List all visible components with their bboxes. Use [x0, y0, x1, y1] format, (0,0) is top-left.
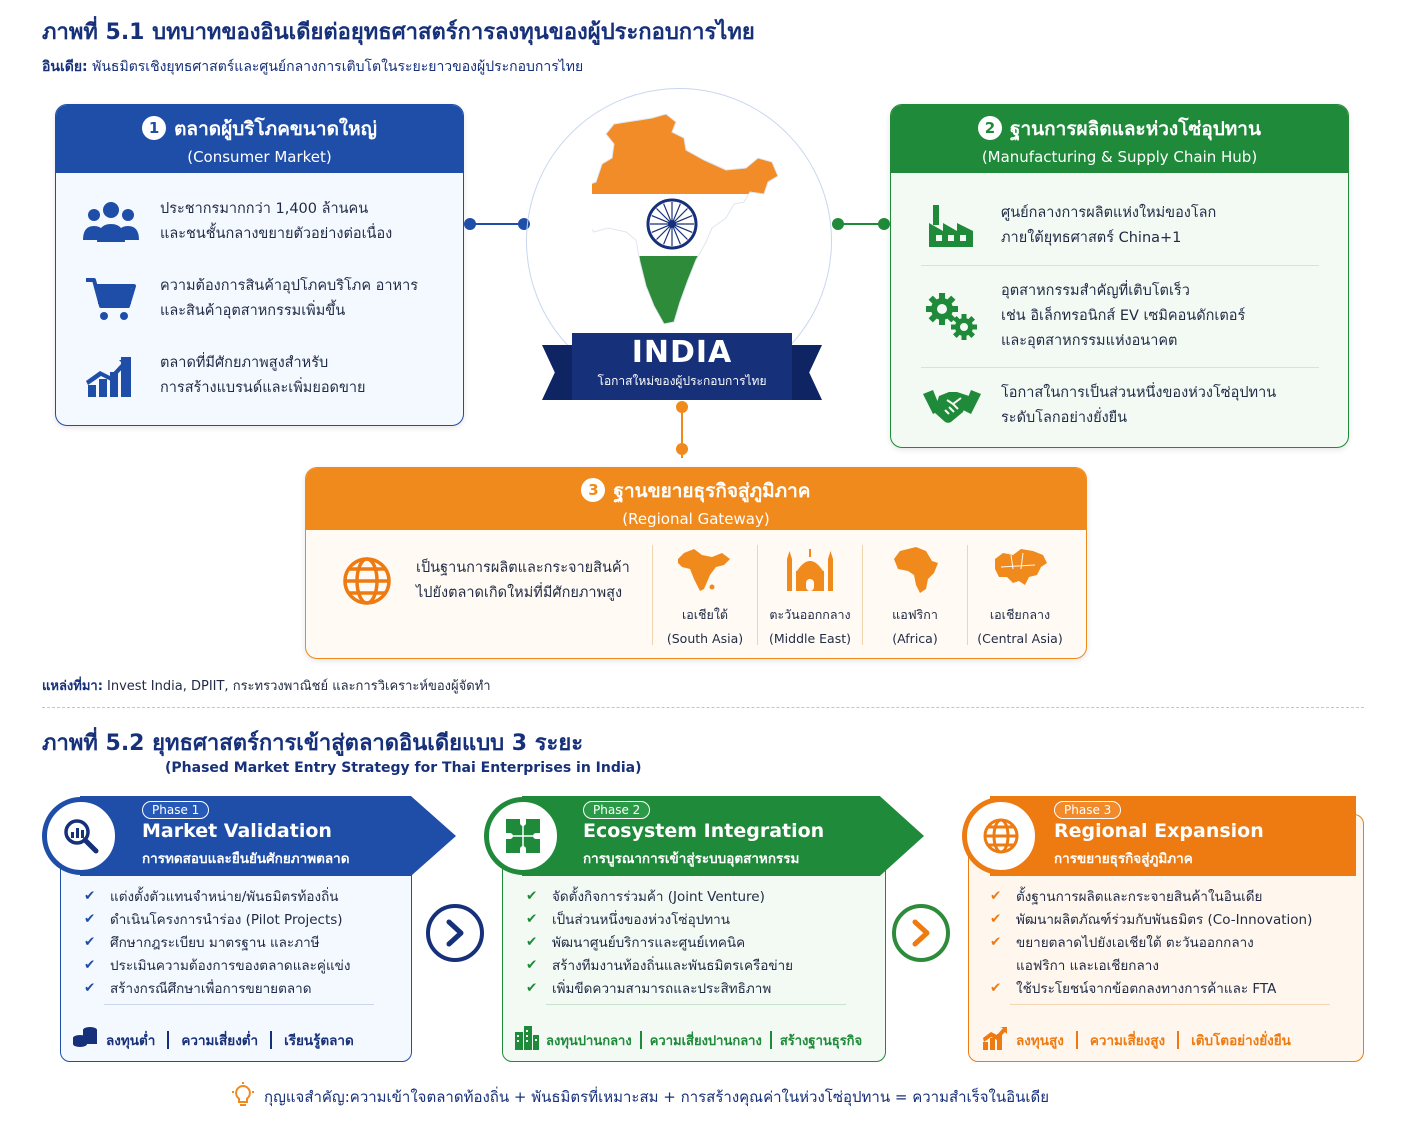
check-text: จัดตั้งกิจการร่วมค้า (Joint Venture) [552, 888, 765, 905]
phase-3-title-th: การขยายธุรกิจสู่ภูมิภาค [1054, 851, 1193, 867]
handshake-icon [923, 382, 981, 430]
source-text: Invest India, DPIIT, กระทรวงพาณิชย์ และการวิเคราะห์ของผู้จัดทำ [102, 679, 491, 694]
growth-chart-icon [982, 1026, 1008, 1054]
check-item [84, 907, 350, 930]
figure-5-1-title: ภาพที่ 5.1 บทบาทของอินเดียต่อยุทธศาสตร์การลงทุนของผู้ประกอบการไทย [42, 20, 755, 45]
check-item [526, 884, 793, 907]
manufacturing-title-th: ฐานการผลิตและห่วงโซ่อุปทาน [1010, 118, 1261, 140]
check-icon: ✔ [526, 910, 538, 927]
panel-number: 2 [978, 116, 1002, 140]
panel-number: 3 [581, 478, 605, 502]
check-item [526, 930, 793, 953]
gears-icon [923, 293, 981, 341]
region-south-asia [653, 545, 757, 646]
banner-ribbon-left [542, 345, 574, 400]
gateway-text: ไปยังตลาดเกิดใหม่ที่มีศักยภาพสูง [416, 585, 623, 601]
check-text: สร้างทีมงานท้องถิ่นและพันธมิตรเครือข่าย [552, 957, 794, 974]
consumer-item [82, 197, 392, 247]
panel-number: 1 [142, 116, 166, 140]
check-icon: ✔ [84, 910, 96, 927]
check-text: ใช้ประโยชน์จากข้อตกลงทางการค้าและ FTA [1016, 980, 1277, 997]
check-icon: ✔ [526, 956, 538, 973]
check-text: ดำเนินโครงการนำร่อง (Pilot Projects) [110, 911, 343, 928]
footer-text: เรียนรู้ตลาด [284, 1033, 354, 1049]
footer-text: ลงทุนสูง [1016, 1033, 1064, 1049]
check-text: สร้างกรณีศึกษาเพื่อการขยายตลาด [110, 980, 312, 997]
consumer-item [82, 274, 418, 324]
connector-dot [832, 218, 844, 230]
item-text: ความต้องการสินค้าอุปโภคบริโภค อาหาร [160, 278, 419, 294]
people-icon [82, 198, 140, 246]
item-text: ระดับโลกอย่างยั่งยืน [1001, 410, 1128, 426]
consumer-market-panel [55, 104, 464, 426]
check-item [84, 953, 350, 976]
figure-5-2-subtitle: (Phased Market Entry Strategy for Thai Enterprises in India) [165, 760, 642, 776]
footer-divider [1076, 1031, 1078, 1049]
item-text: และอุตสาหกรรมแห่งอนาคต [1001, 333, 1178, 349]
check-icon: ✔ [84, 933, 96, 950]
check-icon: ✔ [526, 933, 538, 950]
globe-icon [962, 797, 1040, 875]
manufacturing-title-en: (Manufacturing & Supply Chain Hub) [981, 148, 1258, 166]
phase-1-pill: Phase 1 [142, 801, 209, 819]
check-item [526, 976, 793, 999]
item-text: ภายใต้ยุทธศาสตร์ China+1 [1001, 230, 1182, 246]
gateway-text: เป็นฐานการผลิตและกระจายสินค้า [416, 560, 630, 576]
check-item [84, 930, 350, 953]
consumer-title-en: (Consumer Market) [187, 148, 332, 166]
item-text: เช่น อิเล็กทรอนิกส์ EV เซมิคอนดักเตอร์ [1001, 308, 1246, 324]
india-tagline: โอกาสใหม่ของผู้ประกอบการไทย [597, 374, 767, 388]
phase-2-checklist [526, 884, 793, 999]
gateway-header [306, 468, 1086, 530]
phase-3-footer [982, 1026, 1291, 1054]
region-name-th: ตะวันออกกลาง [769, 607, 851, 622]
check-item [526, 907, 793, 930]
footer-divider [640, 1031, 642, 1049]
consumer-title-th: ตลาดผู้บริโภคขนาดใหญ่ [174, 118, 377, 140]
check-item [526, 953, 793, 976]
footer-text: เติบโตอย่างยั่งยืน [1191, 1033, 1291, 1049]
footer-divider [167, 1031, 169, 1049]
divider [104, 1004, 374, 1005]
region-name-en: (Central Asia) [977, 631, 1063, 646]
consumer-item [82, 351, 366, 401]
phase-1-title-en: Market Validation [142, 820, 332, 842]
divider [1010, 1004, 1330, 1005]
check-item [990, 953, 1312, 976]
phase-2-footer [514, 1026, 862, 1054]
region-name-th: แอฟริกา [892, 607, 938, 622]
item-text: ประชากรมากกว่า 1,400 ล้านคน [160, 201, 369, 217]
check-item [990, 976, 1312, 999]
check-icon: ✔ [526, 979, 538, 996]
footer-divider [770, 1031, 772, 1049]
footer-text: สร้างฐานธุรกิจ [779, 1033, 863, 1049]
divider [921, 265, 1319, 266]
check-text: ขยายตลาดไปยังเอเชียใต้ ตะวันออกกลาง [1016, 934, 1254, 951]
item-text: และสินค้าอุตสาหกรรมเพิ่มขึ้น [160, 303, 346, 319]
check-item [990, 930, 1312, 953]
footer-text: ความเสี่ยงสูง [1089, 1033, 1166, 1049]
india-map-icon [592, 112, 792, 340]
item-text: การสร้างแบรนด์และเพิ่มยอดขาย [160, 380, 366, 396]
check-icon: ✔ [990, 887, 1002, 904]
consumer-market-header [56, 105, 463, 173]
puzzle-icon [484, 797, 562, 875]
india-banner [572, 333, 792, 400]
banner-ribbon-right [790, 345, 822, 400]
connector-dot [676, 443, 688, 455]
key-label: กุญแจสำคัญ: [264, 1088, 350, 1106]
africa-map-icon [863, 545, 967, 597]
phase-1-footer [72, 1026, 354, 1054]
footer-divider [1177, 1031, 1179, 1049]
growth-bars-icon [82, 352, 140, 400]
manufacturing-item [923, 279, 1245, 354]
divider [921, 367, 1319, 368]
check-spacer [990, 957, 1004, 973]
region-central-asia [968, 545, 1072, 646]
item-text: โอกาสในการเป็นส่วนหนึ่งของห่วงโซ่อุปทาน [1001, 385, 1277, 401]
footer-text: ลงทุนปานกลาง [546, 1033, 632, 1049]
check-item [84, 884, 350, 907]
item-text: อุตสาหกรรมสำคัญที่เติบโตเร็ว [1001, 283, 1190, 299]
check-text: เพิ่มขีดความสามารถและประสิทธิภาพ [552, 980, 772, 997]
cart-icon [82, 275, 140, 323]
gateway-description [338, 556, 630, 606]
globe-icon [338, 557, 396, 605]
connector-dot [464, 218, 476, 230]
region-name-th: เอเชียกลาง [989, 607, 1051, 622]
check-text: ศึกษากฎระเบียบ มาตรฐาน และภาษี [110, 934, 320, 951]
item-text: ศูนย์กลางการผลิตแห่งใหม่ของโลก [1001, 205, 1217, 221]
check-text: พัฒนาศูนย์บริการและศูนย์เทคนิค [552, 934, 746, 951]
mosque-icon [758, 545, 862, 597]
next-arrow-icon [426, 904, 484, 962]
buildings-icon [514, 1026, 540, 1054]
check-text: แต่งตั้งตัวแทนจำหน่าย/พันธมิตรท้องถิ่น [110, 888, 339, 905]
subtitle-text: พันธมิตรเชิงยุทธศาสตร์และศูนย์กลางการเติบโตในระยะยาวของผู้ประกอบการไทย [87, 59, 584, 75]
check-icon: ✔ [990, 979, 1002, 996]
magnifier-chart-icon [42, 797, 120, 875]
connector-line-left [470, 223, 522, 225]
manufacturing-item [923, 381, 1276, 431]
footer-text: ความเสี่ยงต่ำ [181, 1033, 259, 1049]
factory-icon [923, 202, 981, 250]
region-name-en: (Africa) [892, 631, 938, 646]
manufacturing-item [923, 201, 1216, 251]
region-middle-east [758, 545, 862, 646]
region-name-en: (South Asia) [666, 631, 744, 646]
footer-divider [270, 1031, 272, 1049]
phase-3-checklist [990, 884, 1312, 999]
manufacturing-header [891, 105, 1348, 173]
next-arrow-icon [892, 904, 950, 962]
check-text: ประเมินความต้องการของตลาดและคู่แข่ง [110, 957, 351, 974]
footer-text: ลงทุนต่ำ [106, 1033, 156, 1049]
region-africa [863, 545, 967, 646]
figure-5-1-subtitle [42, 56, 583, 78]
check-item [990, 907, 1312, 930]
check-text: แอฟริกา และเอเชียกลาง [1016, 957, 1159, 974]
check-item [990, 884, 1312, 907]
region-name-th: เอเชียใต้ [681, 607, 729, 622]
footer-text: ความเสี่ยงปานกลาง [649, 1033, 762, 1049]
key-takeaway [232, 1082, 1049, 1112]
phase-2-title-en: Ecosystem Integration [583, 820, 825, 842]
south-asia-map-icon [653, 545, 757, 597]
region-name-en: (Middle East) [769, 631, 851, 646]
source-note [42, 675, 491, 696]
gateway-title-en: (Regional Gateway) [622, 510, 770, 528]
item-text: และชนชั้นกลางขยายตัวอย่างต่อเนื่อง [160, 226, 393, 242]
phase-2-title-th: การบูรณาการเข้าสู่ระบบอุตสาหกรรม [583, 851, 800, 867]
phase-3-pill: Phase 3 [1054, 801, 1121, 819]
central-asia-map-icon [968, 545, 1072, 597]
gateway-title-th: ฐานขยายธุรกิจสู่ภูมิภาค [613, 480, 811, 502]
india-name: INDIA [631, 335, 733, 370]
phase-1-title-th: การทดสอบและยืนยันศักยภาพตลาด [142, 851, 350, 867]
coins-icon [72, 1026, 98, 1054]
phase-3-title-en: Regional Expansion [1054, 820, 1264, 842]
connector-dot [878, 218, 890, 230]
figure-5-2-title: ภาพที่ 5.2 ยุทธศาสตร์การเข้าสู่ตลาดอินเดียแบบ 3 ระยะ [42, 731, 584, 756]
check-icon: ✔ [84, 887, 96, 904]
check-icon: ✔ [84, 956, 96, 973]
divider [546, 1004, 846, 1005]
manufacturing-panel [890, 104, 1349, 448]
phase-2-pill: Phase 2 [583, 801, 650, 819]
section-divider [42, 707, 1364, 708]
source-label: แหล่งที่มา: [42, 679, 103, 694]
check-icon: ✔ [84, 979, 96, 996]
check-icon: ✔ [990, 910, 1002, 927]
check-icon: ✔ [526, 887, 538, 904]
phase-1-checklist [84, 884, 350, 999]
key-text: ความเข้าใจตลาดท้องถิ่น + พันธมิตรที่เหมาะสม + การสร้างคุณค่าในห่วงโซ่อุปทาน = ความสำเร็จในอินเดีย [349, 1088, 1050, 1106]
check-icon: ✔ [990, 933, 1002, 950]
subtitle-label: อินเดีย: [42, 59, 88, 75]
check-item [84, 976, 350, 999]
item-text: ตลาดที่มีศักยภาพสูงสำหรับ [160, 355, 329, 371]
check-text: เป็นส่วนหนึ่งของห่วงโซ่อุปทาน [552, 911, 730, 928]
check-text: ตั้งฐานการผลิตและกระจายสินค้าในอินเดีย [1016, 888, 1263, 905]
check-text: พัฒนาผลิตภัณฑ์ร่วมกับพันธมิตร (Co-Innovation) [1016, 911, 1313, 928]
lightbulb-icon [232, 1082, 254, 1112]
